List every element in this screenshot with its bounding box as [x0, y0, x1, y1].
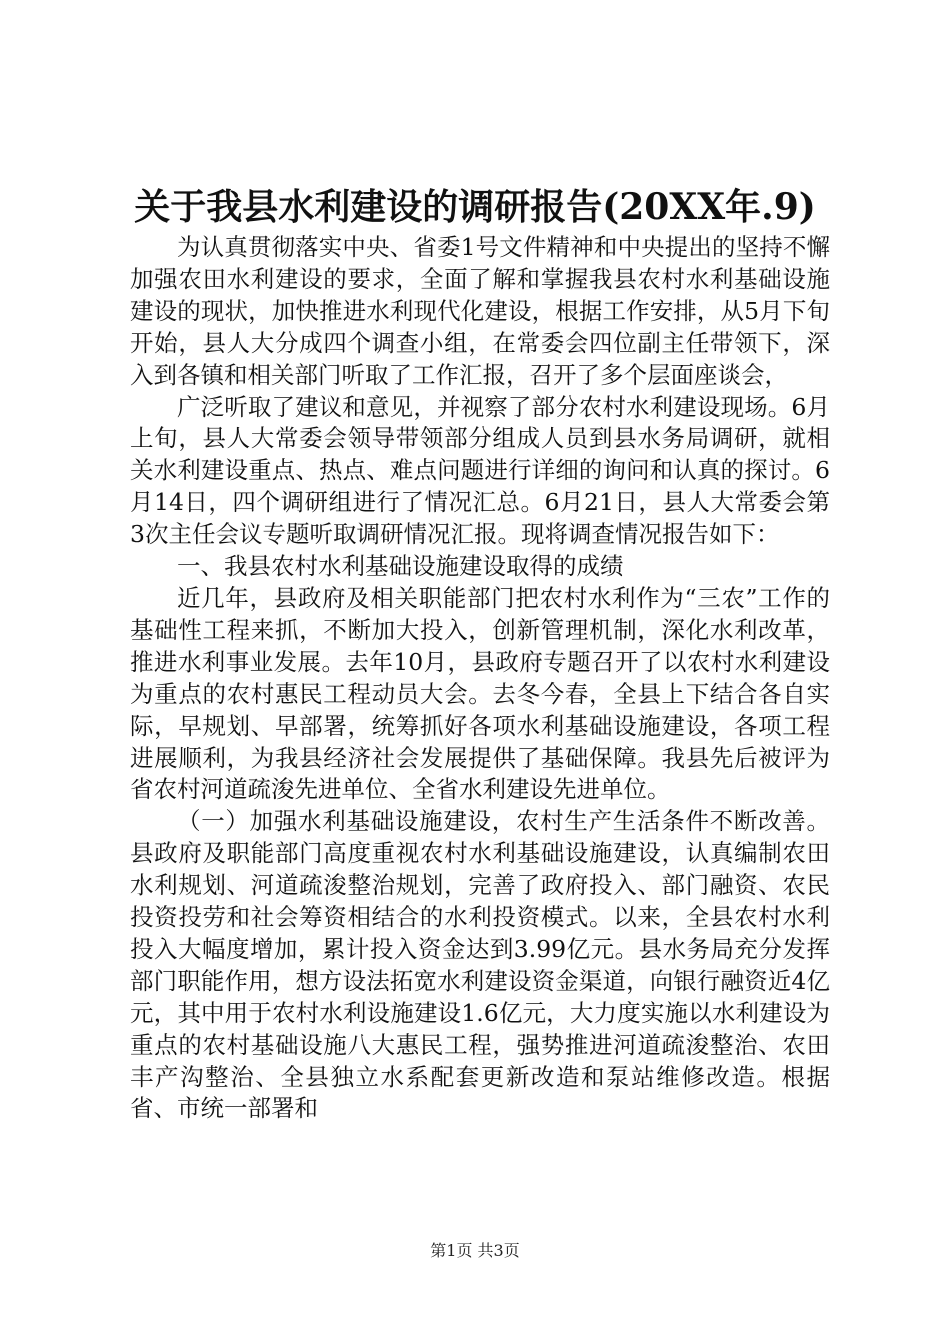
document-body — [130, 232, 830, 1125]
section-heading-achievements: 一、我县农村水利基础设施建设取得的成绩 — [177, 552, 624, 581]
page-footer: 第1页 共3页 — [430, 1241, 520, 1260]
paragraph-intro: 为认真贯彻落实中央、省委1号文件精神和中央提出的坚持不懈加强农田水利建设的要求，全面了解和掌握我县农村水利基础设施建设的现状，加快推进水利现代化建设，根据工作安排，从5月下旬开始，县人大分成四个调查小组，在常委会四位副主任带领下，深入到各镇和相关部门听取了工作汇报，召开了多个层面座谈会， — [130, 233, 830, 389]
document-title: 关于我县水利建设的调研报告(20XX年.9) — [134, 186, 816, 228]
paragraph-investigation: 广泛听取了建议和意见，并视察了部分农村水利建设现场。6月上旬，县人大常委会领导带领部分组成人员到县水务局调研，就相关水利建设重点、热点、难点问题进行详细的询问和认真的探讨。6月14日，四个调研组进行了情况汇总。6月21日，县人大常委会第3次主任会议专题听取调研情况汇报。现将调查情况报告如下： — [130, 392, 830, 549]
paragraph-achievements: 近几年，县政府及相关职能部门把农村水利作为“三农”工作的基础性工程来抓，不断加大投入，创新管理机制，深化水利改革，推进水利事业发展。去年10月，县政府专题召开了以农村水利建设为重点的农村惠民工程动员大会。去冬今春，全县上下结合各自实际，早规划、早部署，统筹抓好各项水利基础设施建设，各项工程进展顺利，为我县经济社会发展提供了基础保障。我县先后被评为省农村河道疏浚先进单位、全省水利建设先进单位。 — [130, 583, 830, 804]
paragraph-infrastructure: （一）加强水利基础设施建设，农村生产生活条件不断改善。县政府及职能部门高度重视农村水利基础设施建设，认真编制农田水利规划、河道疏浚整治规划，完善了政府投入、部门融资、农民投资投劳和社会筹资相结合的水利投资模式。以来，全县农村水利投入大幅度增加，累计投入资金达到3.99亿元。县水务局充分发挥部门职能作用，想方设法拓宽水利建设资金渠道，向银行融资近4亿元，其中用于农村水利设施建设1.6亿元，大力度实施以水利建设为重点的农村基础设施八大惠民工程，强势推进河道疏浚整治、农田丰产沟整治、全县独立水系配套更新改造和泵站维修改造。根据省、市统一部署和 — [130, 807, 830, 1123]
